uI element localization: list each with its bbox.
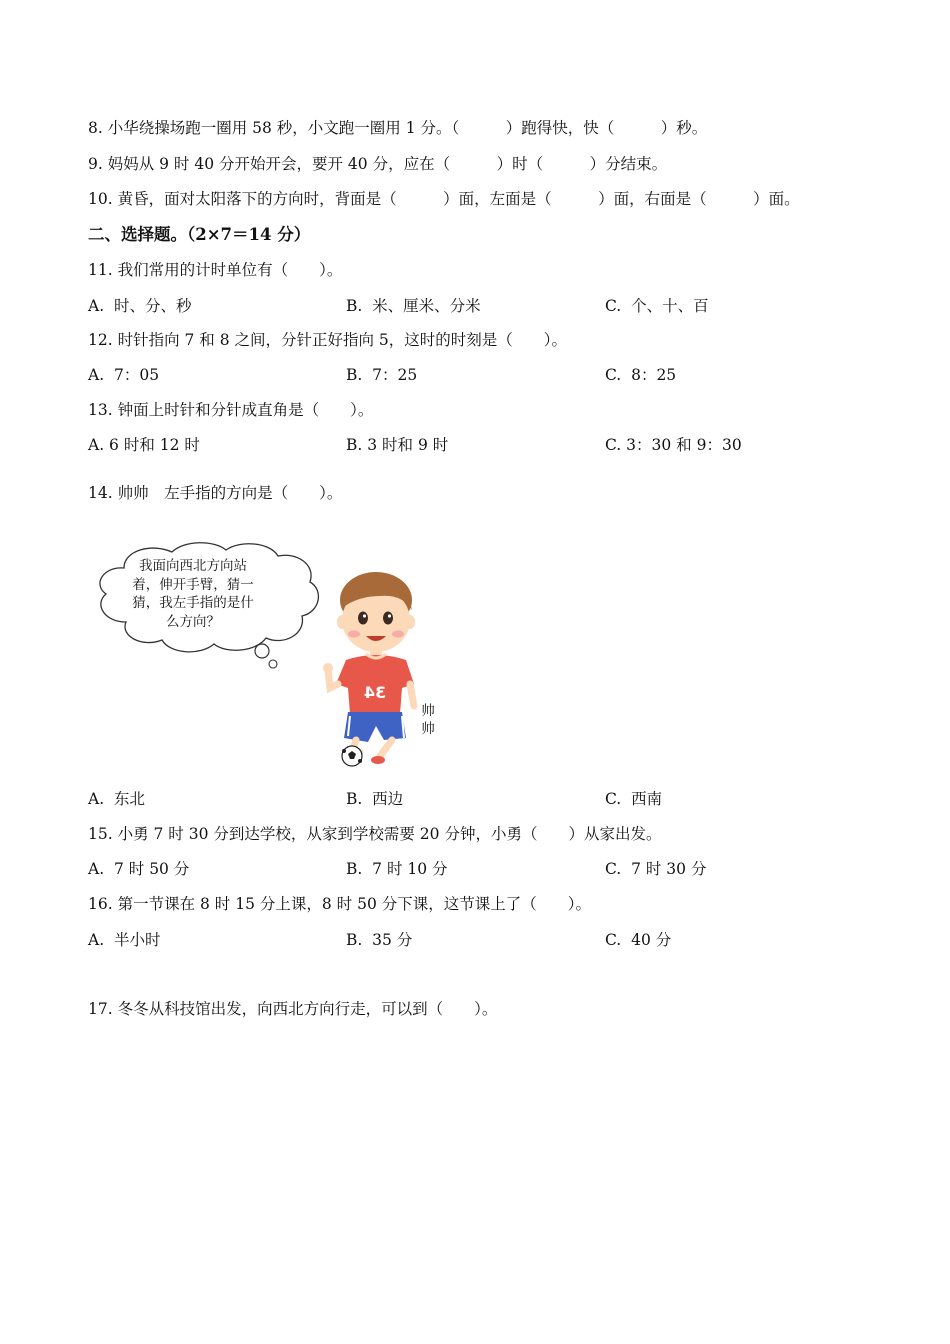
q13-option-a: A. 6 时和 12 时 (88, 436, 200, 454)
q11-option-b: B. 米、厘米、分米 (346, 297, 481, 315)
question-16: 16. 第一节课在 8 时 15 分上课，8 时 50 分下课，这节课上了（ ）。 (88, 895, 591, 913)
q16-option-c: C. 40 分 (605, 931, 672, 949)
boy-left-ear (337, 615, 347, 629)
question-12: 12. 时针指向 7 和 8 之间，分针正好指向 5，这时的时刻是（ ）。 (88, 331, 568, 349)
q12-option-c: C. 8：25 (605, 366, 677, 384)
thought-bubble-dot-2 (269, 660, 277, 668)
q15-option-a: A. 7 时 50 分 (88, 860, 190, 878)
question-15: 15. 小勇 7 时 30 分到达学校，从家到学校需要 20 分钟，小勇（ ）从家出发。 (88, 825, 662, 843)
boy-right-arm (410, 684, 414, 706)
boy-right-ear (405, 615, 415, 629)
q14-option-b: B. 西边 (346, 790, 404, 808)
question-11: 11. 我们常用的计时单位有（ ）。 (88, 261, 343, 279)
question-9: 9. 妈妈从 9 时 40 分开始开会，要开 40 分，应在（ ）时（ ）分结束。 (88, 155, 668, 173)
q15-option-c: C. 7 时 30 分 (605, 860, 707, 878)
q16-option-b: B. 35 分 (346, 931, 413, 949)
q15-option-b: B. 7 时 10 分 (346, 860, 448, 878)
question-14: 14. 帅帅 左手指的方向是（ ）。 (88, 484, 343, 502)
speech-bubble-text: 我面向西北方向站着，伸开手臂，猜一猜，我左手指的是什么方向？ (132, 558, 254, 630)
question-8: 8. 小华绕操场跑一圈用 58 秒，小文跑一圈用 1 分。（ ）跑得快，快（ ）秒。 (88, 119, 708, 137)
section-2-title: 二、选择题。（2×7＝14 分） (88, 225, 311, 244)
question-17: 17. 冬冬从科技馆出发，向西北方向行走，可以到（ ）。 (88, 1000, 498, 1018)
q14-option-c: C. 西南 (605, 790, 663, 808)
q14-option-a: A. 东北 (88, 790, 145, 808)
thought-bubble-dot-1 (255, 644, 269, 658)
question-10: 10. 黄昏，面对太阳落下的方向时，背面是（ ）面，左面是（ ）面，右面是（ ）面。 (88, 190, 800, 208)
boy-shorts (344, 712, 406, 742)
boy-figure (323, 572, 415, 766)
question-13: 13. 钟面上时针和分针成直角是（ ）。 (88, 401, 374, 419)
q11-option-c: C. 个、十、百 (605, 297, 709, 315)
q12-option-a: A. 7：05 (88, 366, 160, 384)
q12-option-b: B. 7：25 (346, 366, 418, 384)
boy-name-label: 帅帅 (421, 703, 435, 737)
q11-option-a: A. 时、分、秒 (88, 297, 192, 315)
q13-option-c: C. 3：30 和 9：30 (605, 436, 742, 454)
q13-option-b: B. 3 时和 9 时 (346, 436, 449, 454)
q16-option-a: A. 半小时 (88, 931, 161, 949)
boy-right-leg (380, 740, 392, 756)
shirt-number: 34 (363, 683, 387, 702)
